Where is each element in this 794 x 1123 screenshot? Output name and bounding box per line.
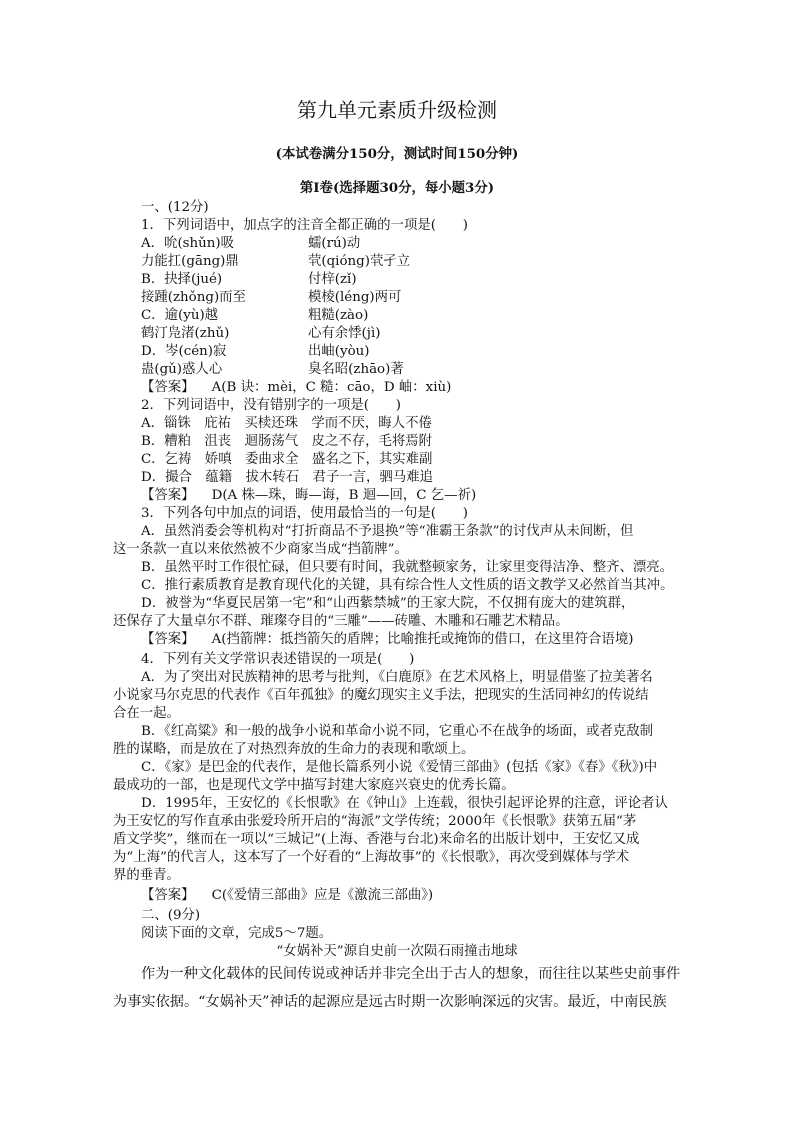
q2-option: C．乞祷 娇嗔 委曲求全 盛名之下，其实难副 (141, 452, 433, 467)
q1-option-cell: 茕(qióng)茕孑立 (308, 254, 411, 269)
section2-heading: 二、(9分) (141, 908, 201, 923)
q1-option-cell: 心有余悸(jì) (308, 326, 381, 341)
q2-option: B．糟粕 沮丧 迴肠荡气 皮之不存，毛将焉附 (141, 434, 433, 449)
answer-label: 【答案】 (141, 488, 195, 503)
q1-stem: 1．下列词语中，加点字的注音全都正确的一项是( ) (141, 218, 468, 233)
answer-text: D(A 株—珠，晦—诲，B 迴—回，C 乞—祈) (211, 488, 477, 503)
article-paragraph-cont: 为事实依据。“女娲补天”神话的起源应是远古时期一次影响深远的灾害。最近，中南民族 (113, 994, 667, 1010)
answer-label: 【答案】 (141, 888, 195, 903)
q3-answer (141, 631, 633, 649)
q4-option-a-cont: 合在一起。 (113, 706, 180, 721)
article-paragraph: 作为一种文化载体的民间传说或神话并非完全出于古人的想象，而往往以某些史前事件 (141, 966, 681, 982)
q3-option-c: C．推行素质教育是教育现代化的关键，具有综合性人文性质的语文教学又必然首当其冲。 (141, 578, 674, 593)
article-title: “女娲补天”源自史前一次陨石雨撞击地球 (276, 944, 518, 959)
q2-option: D．撮合 蕴籍 拔木转石 君子一言，驷马难追 (141, 470, 433, 485)
q2-stem: 2．下列词语中，没有错别字的一项是( ) (141, 398, 401, 413)
answer-label: 【答案】 (141, 380, 195, 395)
section1-heading: 一、(12分) (141, 200, 209, 215)
q4-option-d-cont: 为“上海”的代言人，这本写了一个好看的“上海故事”的《长恨歌》，再次受到媒体与学术 (113, 850, 630, 865)
q1-option-cell: 鹤汀凫渚(zhǔ) (141, 326, 230, 341)
q4-option-d: D．1995年，王安忆的《长恨歌》在《钟山》上连载，很快引起评论界的注意，评论者认 (141, 796, 668, 811)
q4-option-d-cont: 为王安忆的写作直承由张爱玲所开启的“海派”文学传统；2000年《长恨歌》获第五届“茅 (113, 814, 637, 829)
answer-text: A(挡箭牌：抵挡箭矢的盾牌；比喻推托或掩饰的借口，在这里符合语境) (211, 632, 634, 647)
q1-option-cell: 粗糙(zào) (308, 308, 369, 323)
q3-option-d: D．被誉为“华夏民居第一宅”和“山西紫禁城”的王家大院，不仅拥有庞大的建筑群， (141, 596, 635, 611)
q1-option-cell: 出岫(yòu) (308, 344, 370, 359)
q4-option-b-cont: 胜的谋略，而是放在了对热烈奔放的生命力的表现和歌颂上。 (113, 742, 475, 757)
q1-option-cell: 模棱(léng)两可 (308, 290, 402, 305)
q1-answer (141, 379, 451, 397)
q1-option-cell: 臭名昭(zhāo)著 (308, 362, 404, 377)
answer-text: A(B 诀：mèi，C 糙：cāo，D 岫：xiù) (211, 380, 452, 395)
q4-option-d-cont: 盾文学奖”，继而在一项以“三城记”(上海、香港与台北)来命名的出版计划中，王安忆又成 (113, 832, 640, 847)
q1-option-cell: 蠕(rú)动 (308, 236, 361, 251)
q1-option-cell: 接踵(zhǒng)而至 (141, 290, 246, 305)
q1-option-cell: 蛊(gǔ)惑人心 (141, 362, 223, 377)
q3-option-a-cont: 这一条款一直以来依然被不少商家当成“挡箭牌”。 (113, 542, 408, 557)
answer-label: 【答案】 (141, 632, 195, 647)
q3-stem: 3．下列各句中加点的词语，使用最恰当的一句是( ) (141, 506, 468, 521)
q4-option-c: C．《家》是巴金的代表作，是他长篇系列小说《爱情三部曲》(包括《家》《春》《秋》)中 (141, 760, 658, 775)
q1-option-cell: C．逾(yù)越 (141, 308, 219, 323)
q3-option-d-cont: 还保存了大量卓尔不群、璀璨夺目的“三雕”——砖雕、木雕和石雕艺术精品。 (113, 614, 569, 629)
q1-option-cell: 力能扛(gāng)鼎 (141, 254, 239, 269)
q3-option-a: A．虽然消委会等机构对“打折商品不予退换”等“准霸王条款”的讨伐声从未间断，但 (141, 524, 634, 539)
q4-answer (141, 887, 433, 905)
q4-option-a: A．为了突出对民族精神的思考与批判，《白鹿原》在艺术风格上，明显借鉴了拉美著名 (141, 670, 653, 685)
q3-option-b: B．虽然平时工作很忙碌，但只要有时间，我就整顿家务，让家里变得洁净、整齐、漂亮。 (141, 560, 674, 575)
q2-answer (141, 487, 476, 505)
page-title: 第九单元素质升级检测 (297, 98, 497, 122)
q1-option-cell: B．抉择(jué) (141, 272, 223, 287)
part1-header: 第Ⅰ卷(选择题30分，每小题3分) (299, 180, 495, 196)
q4-option-b: B．《红高粱》和一般的战争小说和革命小说不同，它重心不在战争的场面，或者克敌制 (141, 724, 653, 739)
q1-option-cell: A．吮(shǔn)吸 (141, 236, 235, 251)
q1-option-cell: D．岑(cén)寂 (141, 344, 227, 359)
q4-stem: 4．下列有关文学常识表述错误的一项是( ) (141, 652, 415, 667)
q1-option-cell: 付梓(zǐ) (308, 272, 357, 287)
answer-text: C(《爱情三部曲》应是《激流三部曲》) (211, 888, 434, 903)
q4-option-c-cont: 最成功的一部，也是现代文学中描写封建大家庭兴衰史的优秀长篇。 (113, 778, 515, 793)
q2-option: A．锱铢 庇祐 买椟还珠 学而不厌，晦人不倦 (141, 416, 432, 431)
q4-option-d-cont: 界的垂青。 (113, 868, 180, 883)
exam-subtitle: (本试卷满分150分，测试时间150分钟) (275, 146, 519, 162)
reading-instruction: 阅读下面的文章，完成5～7题。 (141, 926, 333, 941)
q4-option-a-cont: 小说家马尔克思的代表作《百年孤独》的魔幻现实主义手法，把现实的生活同神幻的传说结 (113, 688, 649, 703)
